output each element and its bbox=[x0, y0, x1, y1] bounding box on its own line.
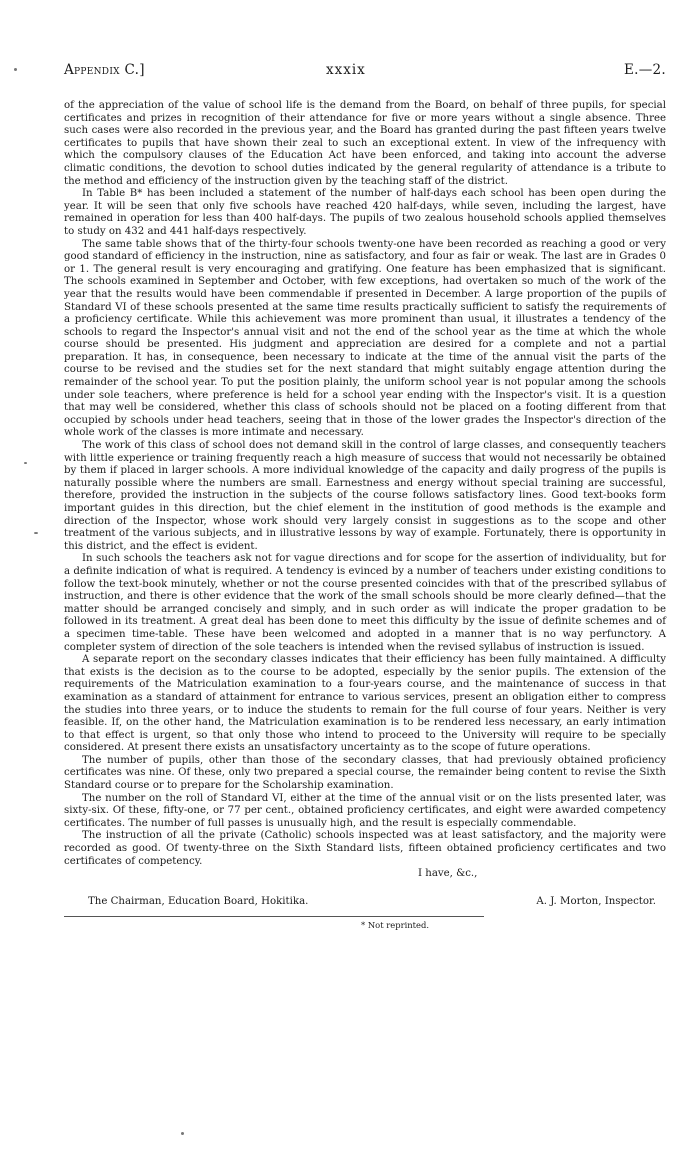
header-document-code: E.—2. bbox=[623, 62, 666, 78]
addressee: The Chairman, Education Board, Hokitika. bbox=[88, 896, 309, 908]
signoff-line bbox=[64, 896, 666, 912]
scan-speck bbox=[24, 462, 27, 464]
scan-speck bbox=[181, 1132, 184, 1135]
footnote-divider bbox=[64, 916, 484, 917]
document-page bbox=[64, 62, 666, 930]
closing-phrase: I have, &c., bbox=[418, 868, 478, 880]
paragraph-private-schools: The instruction of all the private (Catholic) schools inspected was at least satisfactory, and the majority were recorded as good. Of twenty-three on the Sixth Standard lists, fifteen obtained proficiency certificates and two certificates of competency. bbox=[64, 830, 666, 867]
paragraph-teacher-direction: In such schools the teachers ask not for vague directions and for scope for the assertion of individuality, but for a definite indication of what is required. A tendency is evinced by a number of teachers under existing conditions to follow the text-book minutely, whether or not the course presented coincides with that of the prescribed syllabus of instruction, and there is other evidence that the work of the small schools should be more clearly defined—that the matter should be arranged concisely and simply, and in such order as will indicate the proper gradation to be followed in its treatment. A great deal has been done to meet this difficulty by the issue of definite schemes and of a specimen time-table. These have been welcomed and adopted in a manner that is no way perfunctory. A completer system of direction of the sole teachers is intended when the revised syllabus of instruction is issued. bbox=[64, 553, 666, 653]
paragraph-standard-six: The number on the roll of Standard VI, either at the time of the annual visit or on the lists presented later, was sixty-six. Of these, fifty-one, or 77 per cent., obtained proficiency certificates, and eight were awarded competency certificates. The number of full passes is unusually high, and the result is especially commendable. bbox=[64, 792, 666, 829]
paragraph-secondary-classes: A separate report on the secondary classes indicates that their efficiency has been fully maintained. A difficulty that exists is the decision as to the course to be adopted, especially by the senior pupils. The extension of the requirements of the Matriculation examination to a four-years course, and the maintenance of success in that examination as a standard of attainment for entrance to various services, present an obligation either to compress the studies into three years, or to induce the students to remain for the full course of four years. Neither is very feasible. If, on the other hand, the Matriculation examination is to be rendered less necessary, an early intimation to that effect is urgent, so that only those who intend to proceed to the University will require to be specially considered. At present there exists an unsatisfactory uncertainty as to the scope of future operations. bbox=[64, 654, 666, 754]
scan-speck bbox=[14, 68, 17, 71]
paragraph-half-days: In Table B* has been included a statement of the number of half-days each school has been open during the year. It will be seen that only five schools have reached 420 half-days, while seven, including the largest, have remained in operation for less than 400 half-days. The pupils of two zealous household schools applied themselves to study on 432 and 441 half-days respectively. bbox=[64, 188, 666, 237]
paragraph-attendance: of the appreciation of the value of school life is the demand from the Board, on behalf of three pupils, for special certificates and prizes in recognition of their attendance for five or more years without a single absence. Three such cases were also recorded in the previous year, and the Board has granted during the past fifteen years twelve certificates to pupils that have shown their zeal to such an exceptional extent. In view of the infrequency with which the compulsory clauses of the Education Act have been enforced, and taking into account the adverse climatic conditions, the devotion to school duties indicated by the general regularity of attendance is a tribute to the method and efficiency of the instruction given by the teaching staff of the district. bbox=[64, 100, 666, 187]
header-page-number: xxxix bbox=[326, 62, 366, 78]
header-appendix: Appendix C.] bbox=[64, 62, 145, 78]
footnote: * Not reprinted. bbox=[361, 920, 429, 931]
report-body bbox=[64, 100, 666, 868]
closing-block bbox=[64, 868, 666, 896]
paragraph-efficiency: The same table shows that of the thirty-four schools twenty-one have been recorded as reaching a good or very good standard of efficiency in the instruction, nine as satisfactory, and four as fair or weak. The last are in Grades 0 or 1. The general result is very encouraging and gratifying. One feature has been emphasized that is significant. The schools examined in September and October, with few exceptions, had overtaken so much of the work of the year that the results would have been commendable if presented in December. A large proportion of the pupils of Standard VI of these schools presented at the same time results practically sufficient to satisfy the requirements of a proficiency certificate. While this achievement was more prominent than usual, it illustrates a tendency of the schools to regard the Inspector's annual visit and not the end of the school year as the time at which the whole course should be presented. His judgment and appreciation are desired for a complete and not a partial preparation. It has, in consequence, been necessary to indicate at the time of the annual visit the parts of the course to be revised and the studies set for the next standard that might suitably engage attention during the remainder of the school year. To put the position plainly, the uniform school year is not popular among the schools under sole teachers, where preference is held for a school year ending with the Inspector's visit. It is a question that may well be considered, whether this class of schools should not be placed on a footing different from that occupied by schools under head teachers, seeing that in those of the lower grades the Inspector's direction of the whole work of the classes is more intimate and necessary. bbox=[64, 238, 666, 439]
running-header bbox=[64, 62, 666, 82]
paragraph-proficiency-certificates: The number of pupils, other than those of the secondary classes, that had previously obtained proficiency certificates was nine. Of these, only two prepared a special course, the remainder being content to revise the Sixth Standard course or to prepare for the Scholarship examination. bbox=[64, 754, 666, 792]
signature: A. J. Morton, Inspector. bbox=[536, 896, 656, 908]
scan-speck bbox=[34, 532, 38, 534]
paragraph-small-schools: The work of this class of school does not demand skill in the control of large classes, and consequently teachers with little experience or training frequently reach a high measure of success that would not necessarily be obtained by them if placed in larger schools. A more individual knowledge of the capacity and daily progress of the pupils is naturally possible where the numbers are small. Earnestness and energy without special training are successful, therefore, provided the instruction in the subjects of the course follows satisfactory lines. Good text-books form important guides in this direction, but the chief element in the institution of good methods is the example and direction of the Inspector, whose work should very largely consist in suggestions as to the scope and other treatment of the various subjects, and in illustrative lessons by way of example. Fortunately, there is opportunity in this district, and the effect is evident. bbox=[64, 440, 666, 552]
